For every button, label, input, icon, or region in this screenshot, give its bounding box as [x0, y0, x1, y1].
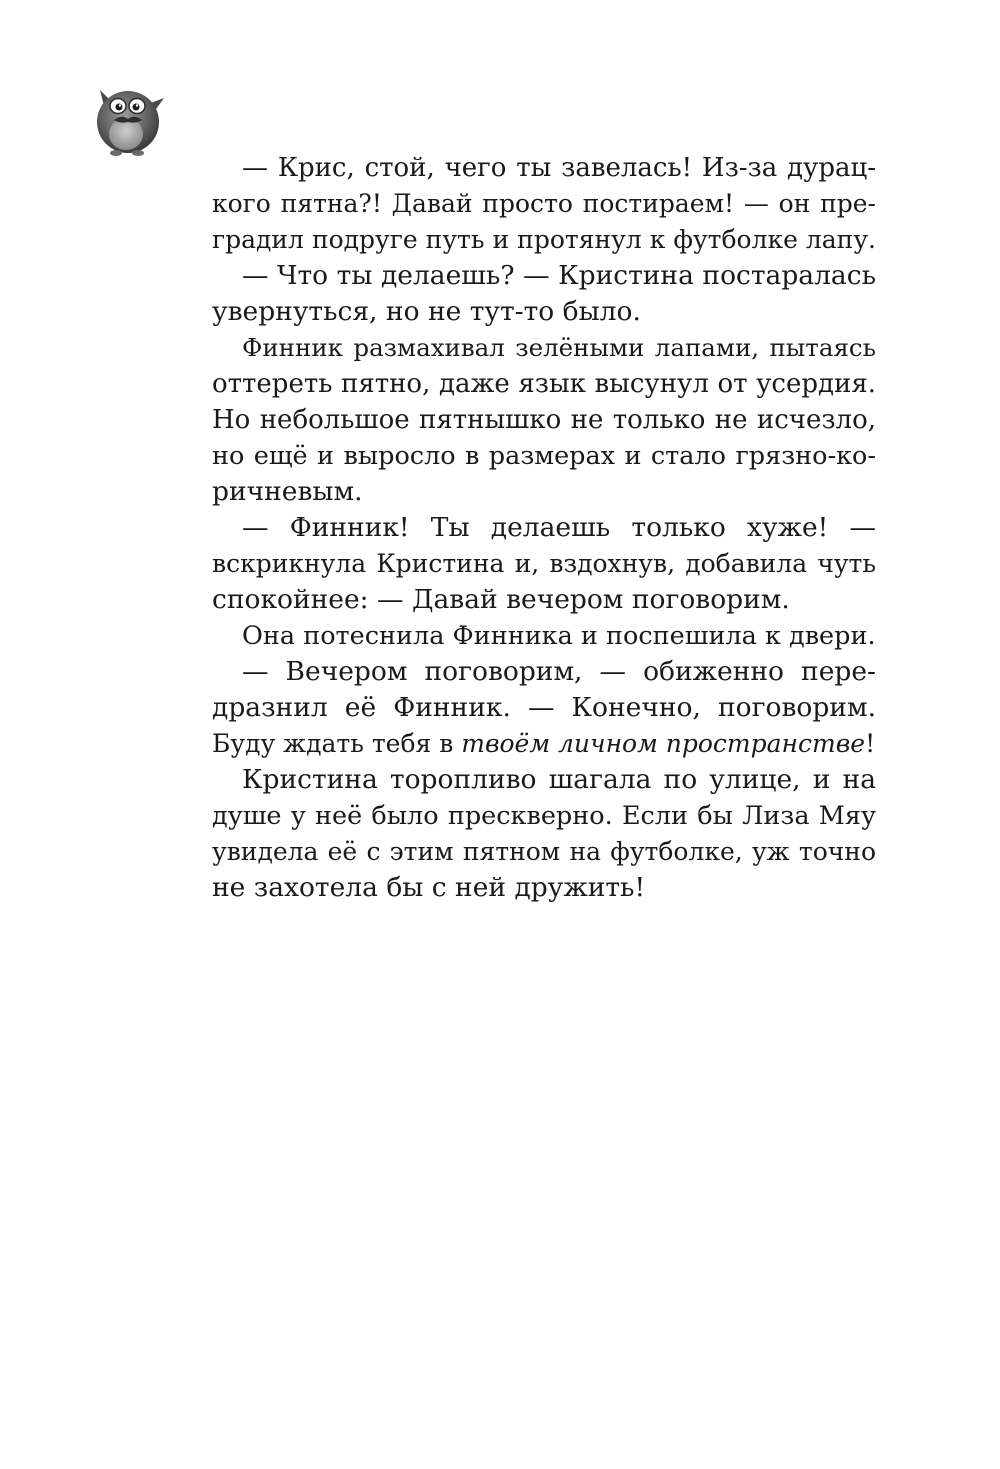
text-line: вскрикнула Кристина и, вздохнув, добавила чуть	[212, 549, 876, 578]
italic-emphasis: твоём личном пространстве	[461, 729, 866, 758]
text-line: Финник размахивал зелёными лапами, пытаясь	[242, 333, 876, 362]
text-line: увидела её с этим пятном на футболке, уж точно	[212, 837, 876, 866]
text-line: спокойнее: — Давай вечером поговорим.	[212, 584, 790, 615]
text-line: Но небольшое пятнышко не только не исчезло,	[212, 405, 876, 435]
text-line: Она потеснила Финника и поспешила к двери.	[242, 621, 876, 651]
text-line: не захотела бы с ней дружить!	[212, 872, 646, 903]
owl-mascot-icon	[86, 76, 170, 160]
text-line: Кристина торопливо шагала по улице, и на	[242, 764, 876, 795]
text-line: градил подруге путь и протянул к футболке лапу.	[212, 225, 876, 254]
text-before-emphasis: Буду ждать тебя в	[212, 729, 462, 758]
text-line: — Что ты делаешь? — Кристина постаралась	[242, 260, 876, 291]
text-line: — Вечером поговорим, — обиженно пере-	[242, 656, 876, 687]
text-after-emphasis: !	[865, 729, 876, 758]
text-line: — Финник! Ты делаешь только хуже! —	[242, 512, 876, 543]
text-line: душе у неё было прескверно. Если бы Лиза Мяу	[212, 801, 876, 831]
text-line: — Крис, стой, чего ты завелась! Из-за дурац-	[242, 153, 876, 183]
text-line: дразнил её Финник. — Конечно, поговорим.	[212, 692, 876, 723]
text-line-emphasis	[212, 726, 876, 762]
story-text	[212, 150, 876, 906]
text-line: ричневым.	[212, 476, 363, 507]
text-line: оттереть пятно, даже язык высунул от усердия.	[212, 369, 876, 399]
text-line: увернуться, но не тут-то было.	[212, 296, 641, 327]
text-line: но ещё и выросло в размерах и стало грязно-ко-	[212, 441, 876, 471]
text-line: кого пятна?! Давай просто постираем! — он пре-	[212, 189, 876, 218]
